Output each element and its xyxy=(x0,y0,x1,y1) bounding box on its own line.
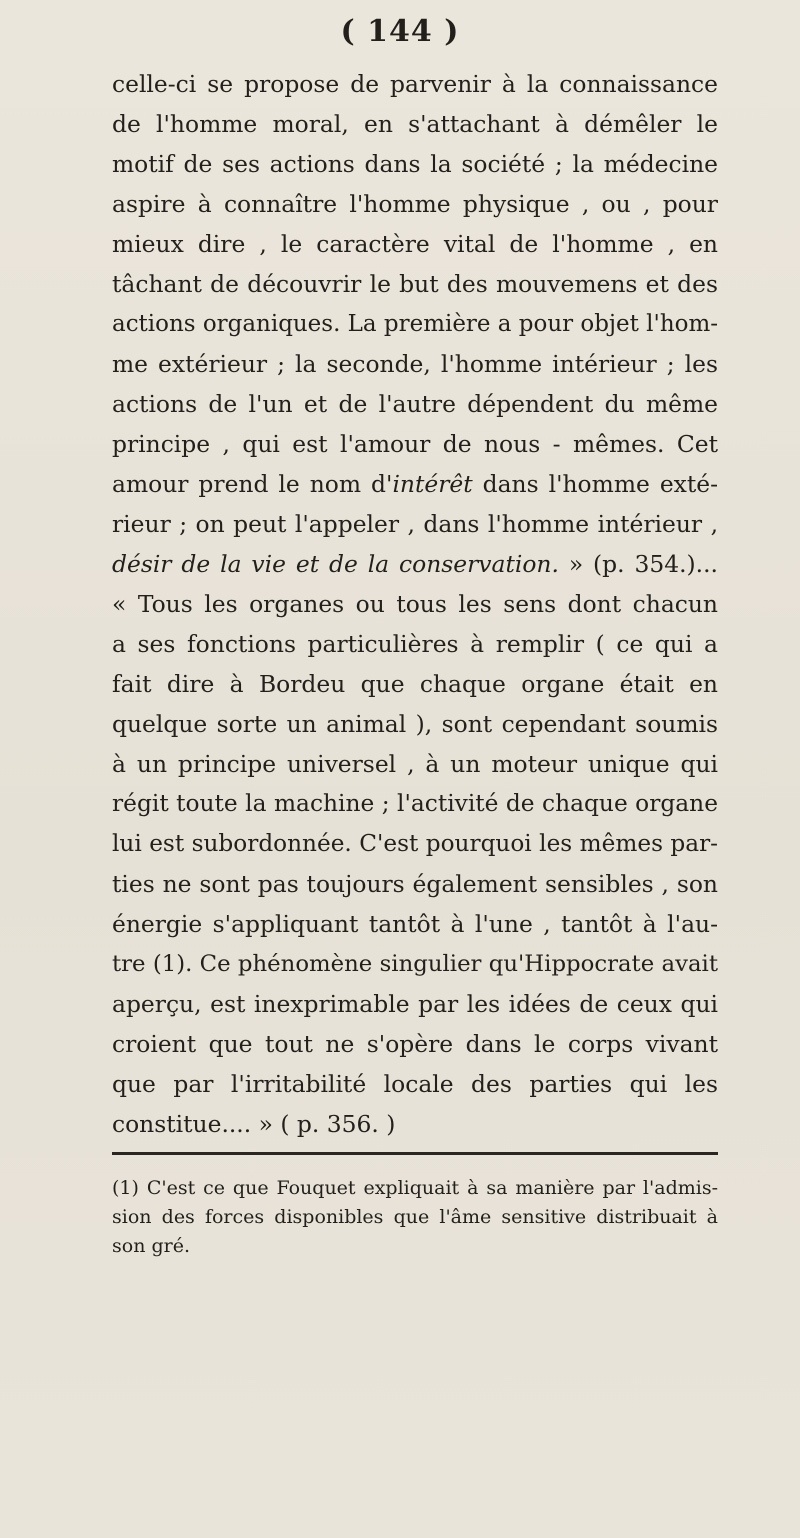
text-line: principe , qui est l'amour de nous - mêmes. Cet xyxy=(112,430,718,458)
footnote-line: sion des forces disponibles que l'âme sensitive distribuait à xyxy=(112,1206,718,1228)
text-line: actions de l'un et de l'autre dépendent du même xyxy=(112,390,718,418)
page-number: ( 144 ) xyxy=(340,14,460,49)
footnote-line: son gré. xyxy=(112,1235,190,1257)
text-line xyxy=(112,464,718,504)
text-segment: amour prend le nom d' xyxy=(112,470,393,498)
text-segment: dans l'homme exté- xyxy=(472,470,718,498)
footnote-line: (1) C'est ce que Fouquet expliquait à sa manière par l'admis- xyxy=(112,1177,718,1199)
text-line: mieux dire , le caractère vital de l'homme , en xyxy=(112,230,718,258)
text-line: quelque sorte un animal ), sont cependant soumis xyxy=(112,710,718,738)
italic-phrase: désir de la vie et de la conservation. xyxy=(112,550,559,578)
text-line: à un principe universel , à un moteur unique qui xyxy=(112,750,718,778)
text-line: actions organiques. La première a pour objet l'hom- xyxy=(112,311,718,337)
text-line: me extérieur ; la seconde, l'homme intérieur ; les xyxy=(112,350,718,378)
text-line: ties ne sont pas toujours également sensibles , son xyxy=(112,870,718,898)
text-line: a ses fonctions particulières à remplir ( ce qui a xyxy=(112,630,718,658)
text-line: tre (1). Ce phénomène singulier qu'Hippocrate avait xyxy=(112,951,718,977)
italic-term: intérêt xyxy=(392,470,473,498)
text-line: constitue.... » ( p. 356. ) xyxy=(112,1110,396,1138)
text-line: croient que tout ne s'opère dans le corps vivant xyxy=(112,1030,718,1058)
text-line: motif de ses actions dans la société ; la médecine xyxy=(112,150,718,178)
text-line: de l'homme moral, en s'attachant à démêler le xyxy=(112,110,718,138)
footnote xyxy=(112,1174,718,1261)
text-line: celle-ci se propose de parvenir à la connaissance xyxy=(112,70,718,98)
text-line: énergie s'appliquant tantôt à l'une , tantôt à l'au- xyxy=(112,910,718,938)
text-line: rieur ; on peut l'appeler , dans l'homme intérieur , xyxy=(112,510,718,538)
text-line: régit toute la machine ; l'activité de chaque organe xyxy=(112,790,718,817)
text-line: « Tous les organes ou tous les sens dont chacun xyxy=(112,590,718,618)
text-line xyxy=(112,544,718,584)
text-line: tâchant de découvrir le but des mouvemens et des xyxy=(112,270,718,298)
text-line: fait dire à Bordeu que chaque organe était en xyxy=(112,670,718,698)
text-line: aperçu, est inexprimable par les idées de ceux qui xyxy=(112,990,718,1018)
text-line: aspire à connaître l'homme physique , ou , pour xyxy=(112,190,718,218)
citation: » (p. 354.)... xyxy=(558,550,718,578)
footnote-divider xyxy=(112,1152,718,1155)
text-line: lui est subordonnée. C'est pourquoi les mêmes par- xyxy=(112,830,718,857)
main-text xyxy=(112,64,718,1144)
text-line: que par l'irritabilité locale des parties qui les xyxy=(112,1070,718,1098)
